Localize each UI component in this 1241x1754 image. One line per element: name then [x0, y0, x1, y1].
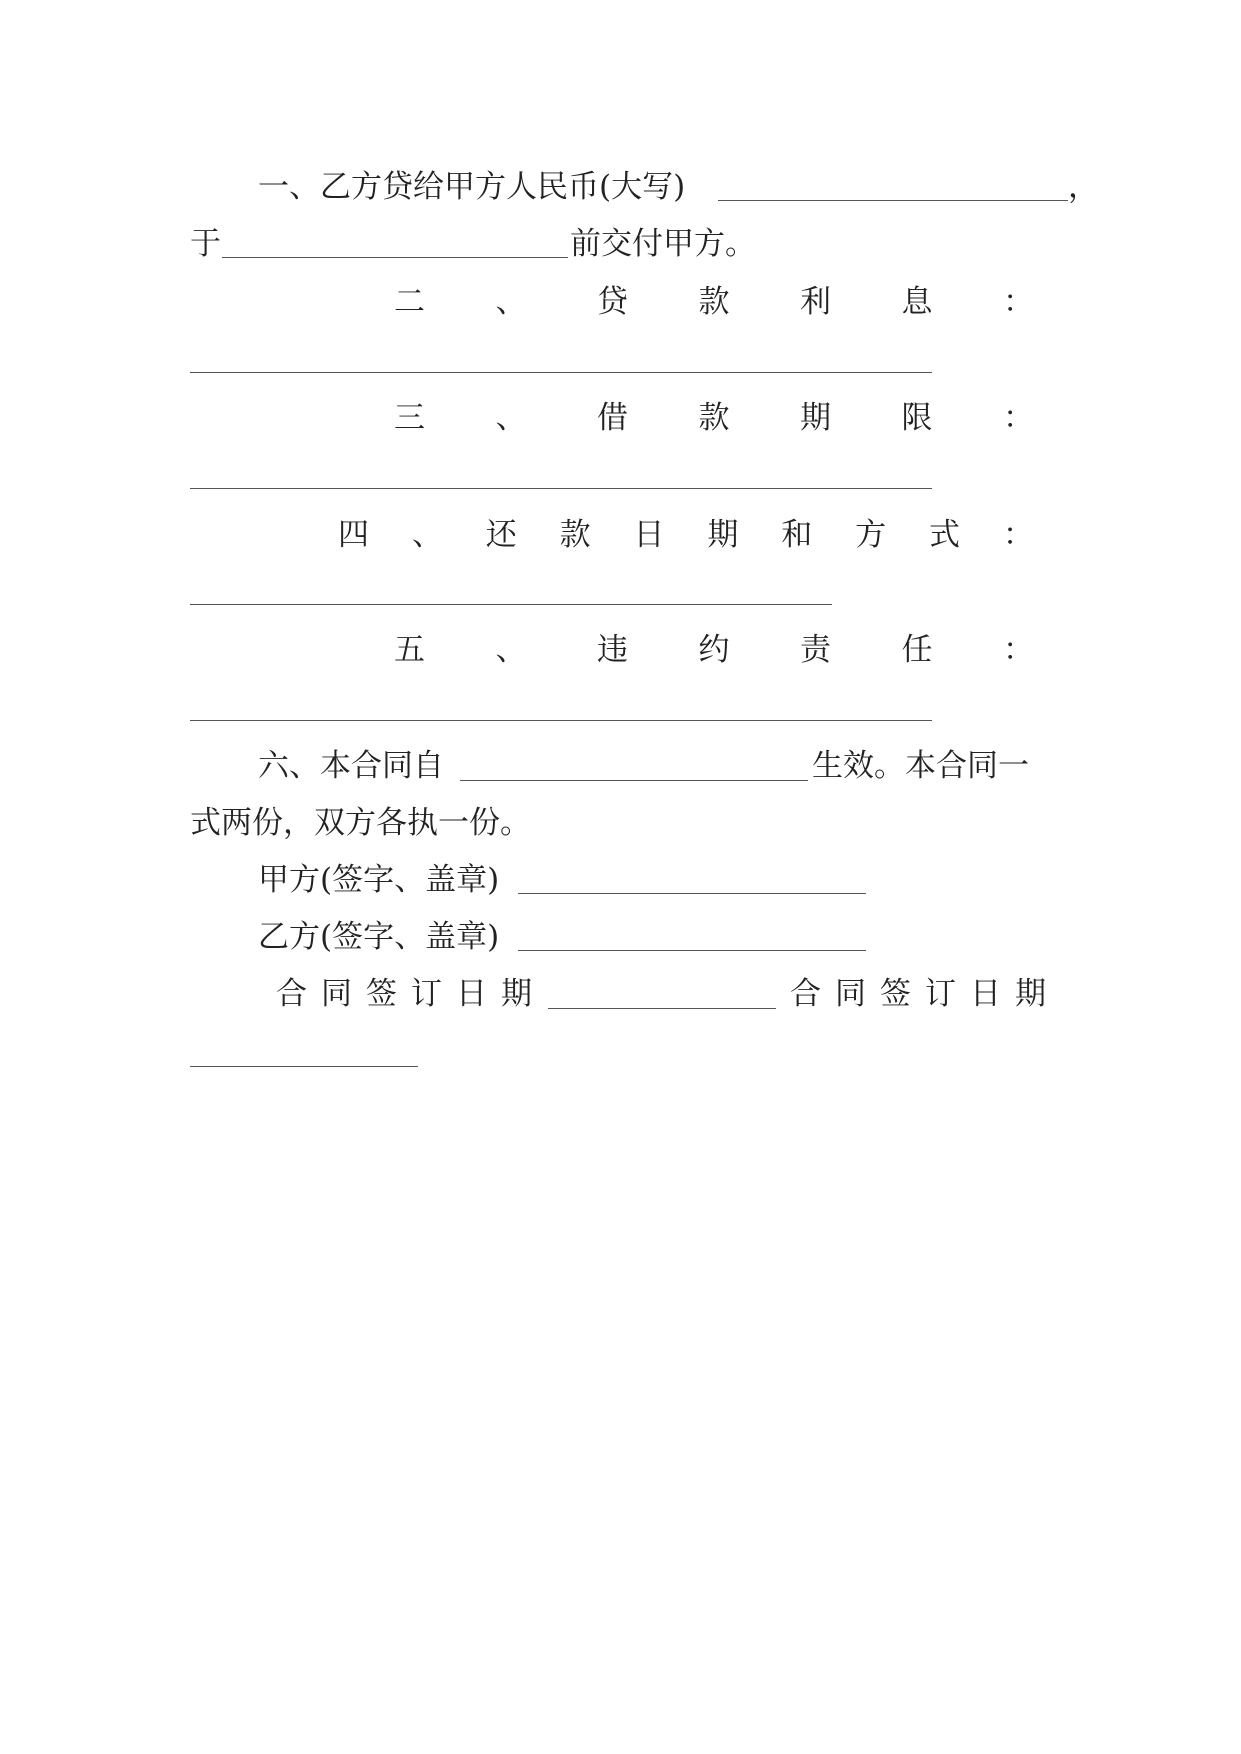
clause-2-char: 款 — [698, 284, 730, 320]
clause-5-heading — [394, 630, 1034, 670]
clause-4-heading — [338, 515, 1034, 555]
clause-2-char: 息 — [901, 284, 933, 320]
sign-date-char: 订 — [925, 976, 956, 1012]
clause-5-char: ： — [1003, 632, 1034, 668]
clause-3-char: 期 — [800, 400, 831, 436]
clause-4-char: 、 — [411, 517, 443, 553]
clause-5-char: 、 — [495, 632, 527, 668]
sign-date-char: 同 — [321, 976, 352, 1012]
clause-2-char: 二 — [394, 284, 425, 320]
clause-2-char: 利 — [800, 284, 831, 320]
sign-date-char: 签 — [880, 976, 911, 1012]
amount-blank[interactable] — [718, 200, 1068, 201]
clause-1-comma: ， — [1068, 169, 1099, 205]
clause-1-text: 一、乙方贷给甲方人民币(大写) — [258, 169, 686, 205]
clause-2-char: ： — [1003, 284, 1034, 320]
clause-4-char: 方 — [855, 517, 887, 553]
breach-blank[interactable] — [190, 720, 932, 721]
sign-date-char: 日 — [970, 976, 1001, 1012]
clause-2-char: 贷 — [597, 284, 628, 320]
clause-4-char: 日 — [633, 517, 665, 553]
clause-3-char: ： — [1003, 400, 1034, 436]
delivery-date-blank[interactable] — [222, 257, 568, 258]
clause-3-heading — [394, 398, 1034, 438]
sign-date-char: 合 — [276, 976, 307, 1012]
sign-date-label-1 — [276, 974, 532, 1014]
effective-date-blank[interactable] — [460, 780, 808, 781]
clause-4-char: 四 — [338, 517, 369, 553]
clause-5-char: 责 — [800, 632, 831, 668]
clause-4-char: 和 — [781, 517, 813, 553]
clause-3-char: 借 — [597, 400, 628, 436]
clause-5-char: 任 — [901, 632, 933, 668]
clause-5-char: 违 — [597, 632, 628, 668]
clause-6-tail: 生效。本合同一 — [812, 748, 1029, 784]
party-b-signature-blank[interactable] — [518, 950, 866, 951]
clause-6-text: 六、本合同自 — [258, 748, 444, 784]
sign-date-char: 订 — [411, 976, 442, 1012]
clause-1-yu: 于 — [190, 226, 221, 262]
sign-date-char: 签 — [366, 976, 397, 1012]
sign-date-char: 日 — [456, 976, 487, 1012]
clause-5-char: 五 — [394, 632, 425, 668]
party-a-label: 甲方(签字、盖章) — [258, 862, 500, 898]
clause-3-char: 、 — [495, 400, 527, 436]
sign-date-blank-1[interactable] — [548, 1008, 776, 1009]
clause-4-char: 式 — [929, 517, 960, 553]
sign-date-char: 期 — [501, 976, 532, 1012]
clause-5-char: 约 — [698, 632, 730, 668]
clause-2-heading — [394, 282, 1034, 322]
clause-3-char: 三 — [394, 400, 425, 436]
clause-1-tail: 前交付甲方。 — [570, 226, 756, 262]
clause-4-char: 期 — [707, 517, 739, 553]
sign-date-blank-2[interactable] — [190, 1066, 418, 1067]
clause-3-char: 款 — [698, 400, 730, 436]
sign-date-char: 合 — [790, 976, 821, 1012]
party-a-signature-blank[interactable] — [518, 893, 866, 894]
clause-4-char: ： — [1002, 517, 1034, 553]
clause-4-char: 款 — [559, 517, 591, 553]
party-b-label: 乙方(签字、盖章) — [258, 919, 500, 955]
clause-3-char: 限 — [901, 400, 933, 436]
clause-2-char: 、 — [495, 284, 527, 320]
sign-date-char: 期 — [1015, 976, 1046, 1012]
loan-term-blank[interactable] — [190, 488, 932, 489]
clause-4-char: 还 — [485, 517, 517, 553]
sign-date-char: 同 — [835, 976, 866, 1012]
interest-blank[interactable] — [190, 372, 932, 373]
sign-date-label-2 — [790, 974, 1046, 1014]
clause-6-line-2: 式两份，双方各执一份。 — [190, 805, 531, 841]
repayment-blank[interactable] — [190, 604, 832, 605]
